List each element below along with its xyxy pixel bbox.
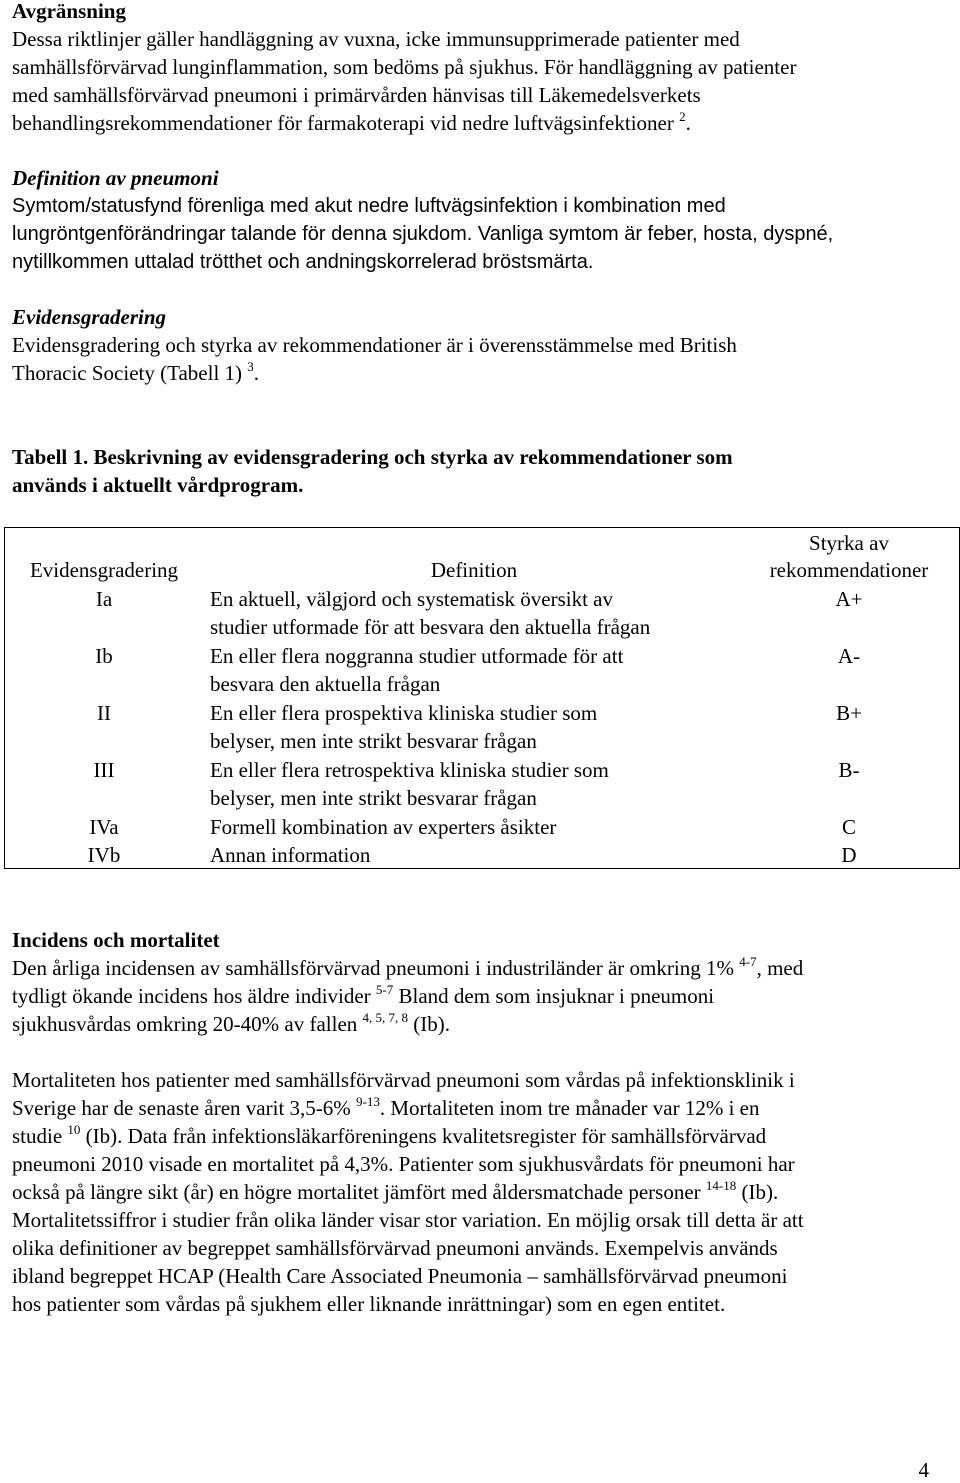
scope-line-3: med samhällsförvärvad pneumoni i primärvården hänvisas till Läkemedelsverkets [12,83,701,107]
cell-definition-line-1: En eller flera retrospektiva kliniska studier som [210,758,609,782]
cell-definition-line-2: belyser, men inte strikt besvarar frågan [210,786,537,810]
cell-definition-line-1: Annan information [210,843,371,867]
cell-definition-line-2: studier utformade för att besvara den aktuella frågan [210,615,651,639]
header-strength-line-1: Styrka av [809,531,889,555]
page-number: 4 [918,1458,929,1482]
cell-definition-line-1: En eller flera noggranna studier utformade för att [210,644,624,668]
evidence-heading: Evidensgradering [12,305,167,329]
reference-superscript: 9-13 [356,1094,380,1109]
scope-heading: Avgränsning [12,0,126,23]
cell-strength: A+ [835,587,863,611]
reference-superscript: 4, 5, 7, 8 [362,1010,409,1025]
scope-line-4: behandlingsrekommendationer för farmakoterapi vid nedre luftvägsinfektioner $^2$. [12,109,691,135]
cell-grade: Ib [95,644,113,668]
mortality-line-2: Sverige har de senaste åren varit 3,5-6% $^{9-13}$. Mortaliteten inom tre månader var 12% i en [12,1094,760,1120]
cell-strength: D [841,843,857,867]
cell-grade: Ia [95,587,113,611]
cell-grade: IVb [87,843,121,867]
header-evidence-grade: Evidensgradering [29,558,179,582]
header-definition: Definition [430,558,518,582]
cell-grade: III [93,758,115,782]
incidence-line-1: Den årliga incidensen av samhällsförvärvad pneumoni i industriländer är omkring 1% $^{4-7}$, med [12,954,804,980]
mortality-line-4: pneumoni 2010 visade en mortalitet på 4,3%. Patienter som sjukhusvårdats för pneumoni har [12,1152,795,1176]
reference-superscript: 2 [679,109,686,124]
mortality-line-6: Mortalitetssiffror i studier från olika länder visar stor variation. En möjlig orsak till detta är att [12,1208,804,1232]
table-caption-line-1: Tabell 1. Beskrivning av evidensgradering och styrka av rekommendationer som [12,445,733,469]
mortality-line-3: studie $^{10}$ (Ib). Data från infektionsläkarföreningens kvalitetsregister för samhällsförvärvad [12,1122,767,1148]
incidence-heading: Incidens och mortalitet [12,928,220,952]
reference-superscript: 5-7 [375,982,394,997]
evidence-line-2: Thoracic Society (Tabell 1) $^3$. [12,359,260,385]
mortality-line-1: Mortaliteten hos patienter med samhällsförvärvad pneumoni som vårdas på infektionsklinik i [12,1068,795,1092]
cell-definition-line-1: En eller flera prospektiva kliniska studier som [210,701,598,725]
header-strength-line-2: rekommendationer [769,558,929,582]
reference-superscript: 10 [67,1122,81,1137]
cell-strength: B+ [836,701,862,725]
incidence-line-2: tydligt ökande incidens hos äldre individer $^{5-7}$ Bland dem som insjuknar i pneumoni [12,982,715,1008]
definition-line-3: nytillkommen uttalad trötthet och andningskorrelerad bröstsmärta. [12,251,594,273]
cell-strength: A- [837,644,861,668]
definition-line-1: Symtom/statusfynd förenliga med akut nedre luftvägsinfektion i kombination med [12,195,726,217]
reference-superscript: 4-7 [739,954,757,969]
evidence-line-1: Evidensgradering och styrka av rekommendationer är i överensstämmelse med British [12,333,737,357]
cell-strength: C [841,815,856,839]
mortality-line-7: olika definitioner av begreppet samhällsförvärvad pneumoni används. Exempelvis används [12,1236,778,1260]
reference-superscript: 14-18 [705,1178,737,1193]
table-caption-line-2: används i aktuellt vårdprogram. [12,473,304,497]
cell-definition-line-1: Formell kombination av experters åsikter [210,815,557,839]
cell-grade: IVa [89,815,119,839]
definition-line-2: lungröntgenförändringar talande för denna sjukdom. Vanliga symtom är feber, hosta, dyspné, [12,223,834,245]
cell-definition-line-2: besvara den aktuella frågan [210,672,441,696]
scope-line-1: Dessa riktlinjer gäller handläggning av vuxna, icke immunsupprimerade patienter med [12,27,740,51]
mortality-line-8: ibland begreppet HCAP (Health Care Associated Pneumonia – samhällsförvärvad pneumoni [12,1264,788,1288]
mortality-line-5: också på längre sikt (år) en högre mortalitet jämfört med åldersmatchade personer $^{14-18}$ (Ib). [12,1178,779,1204]
scope-line-2: samhällsförvärvad lunginflammation, som bedöms på sjukhus. För handläggning av patienter [12,55,797,79]
cell-grade: II [97,701,111,725]
mortality-line-9: hos patienter som vårdas på sjukhem eller liknande inrättningar) som en egen entitet. [12,1292,726,1316]
cell-definition-line-1: En aktuell, välgjord och systematisk översikt av [210,587,613,611]
definition-heading: Definition av pneumoni [12,166,219,190]
reference-superscript: 3 [247,359,254,374]
cell-definition-line-2: belyser, men inte strikt besvarar frågan [210,729,537,753]
incidence-line-3: sjukhusvårdas omkring 20-40% av fallen $^{4, 5, 7, 8}$ (Ib). [12,1010,450,1036]
table-border-top [4,527,960,528]
cell-strength: B- [838,758,860,782]
